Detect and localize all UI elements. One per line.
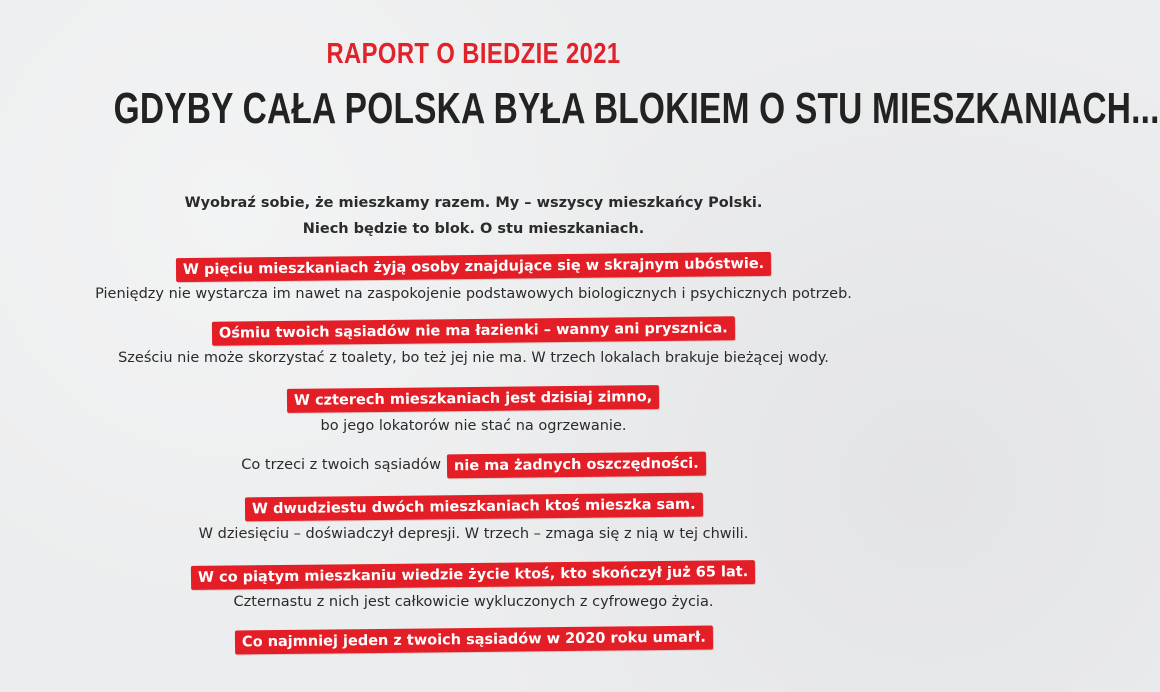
fact-prefix: Co trzeci z twoich sąsiadów bbox=[241, 457, 441, 473]
fact-highlight: W czterech mieszkaniach jest dzisiaj zimno, bbox=[287, 385, 659, 413]
fact-highlight: nie ma żadnych oszczędności. bbox=[447, 452, 706, 479]
fact-block-heating bbox=[0, 386, 947, 440]
fact-block-death bbox=[0, 627, 947, 654]
fact-block-living-alone bbox=[0, 494, 947, 548]
fact-block-seniors bbox=[0, 562, 947, 616]
fact-text: bo jego lokatorów nie stać na ogrzewanie. bbox=[320, 418, 627, 434]
fact-block-savings bbox=[0, 452, 947, 478]
fact-text: Czternastu z nich jest całkowicie wykluczonych z cyfrowego życia. bbox=[233, 594, 714, 610]
fact-text: W dziesięciu – doświadczył depresji. W trzech – zmaga się z nią w tej chwili. bbox=[198, 526, 749, 542]
fact-highlight: Ośmiu twoich sąsiadów nie ma łazienki – wanny ani prysznica. bbox=[212, 316, 735, 345]
fact-highlight: W co piątym mieszkaniu wiedzie życie ktoś, kto skończył już 65 lat. bbox=[191, 560, 755, 590]
report-kicker: RAPORT O BIEDZIE 2021 bbox=[326, 38, 621, 70]
fact-text: Pieniędzy nie wystarcza im nawet na zaspokojenie podstawowych biologicznych i psychicznych potrzeb. bbox=[95, 286, 852, 302]
fact-text: Sześciu nie może skorzystać z toalety, bo też jej nie ma. W trzech lokalach brakuje bieżącej wody. bbox=[118, 350, 829, 366]
fact-highlight: Co najmniej jeden z twoich sąsiadów w 2020 roku umarł. bbox=[234, 625, 712, 654]
intro-line: Niech będzie to blok. O stu mieszkaniach. bbox=[302, 221, 645, 237]
intro-paragraph bbox=[0, 190, 947, 242]
fact-block-extreme-poverty bbox=[0, 254, 947, 308]
fact-block-bathroom bbox=[0, 318, 947, 372]
fact-highlight: W dwudziestu dwóch mieszkaniach ktoś mieszka sam. bbox=[245, 493, 703, 522]
report-headline: GDYBY CAŁA POLSKA BYŁA BLOKIEM O STU MIESZKANIACH... bbox=[113, 84, 1160, 133]
intro-line: Wyobraź sobie, że mieszkamy razem. My – wszyscy mieszkańcy Polski. bbox=[184, 195, 763, 211]
fact-highlight: W pięciu mieszkaniach żyją osoby znajdujące się w skrajnym ubóstwie. bbox=[176, 252, 771, 282]
